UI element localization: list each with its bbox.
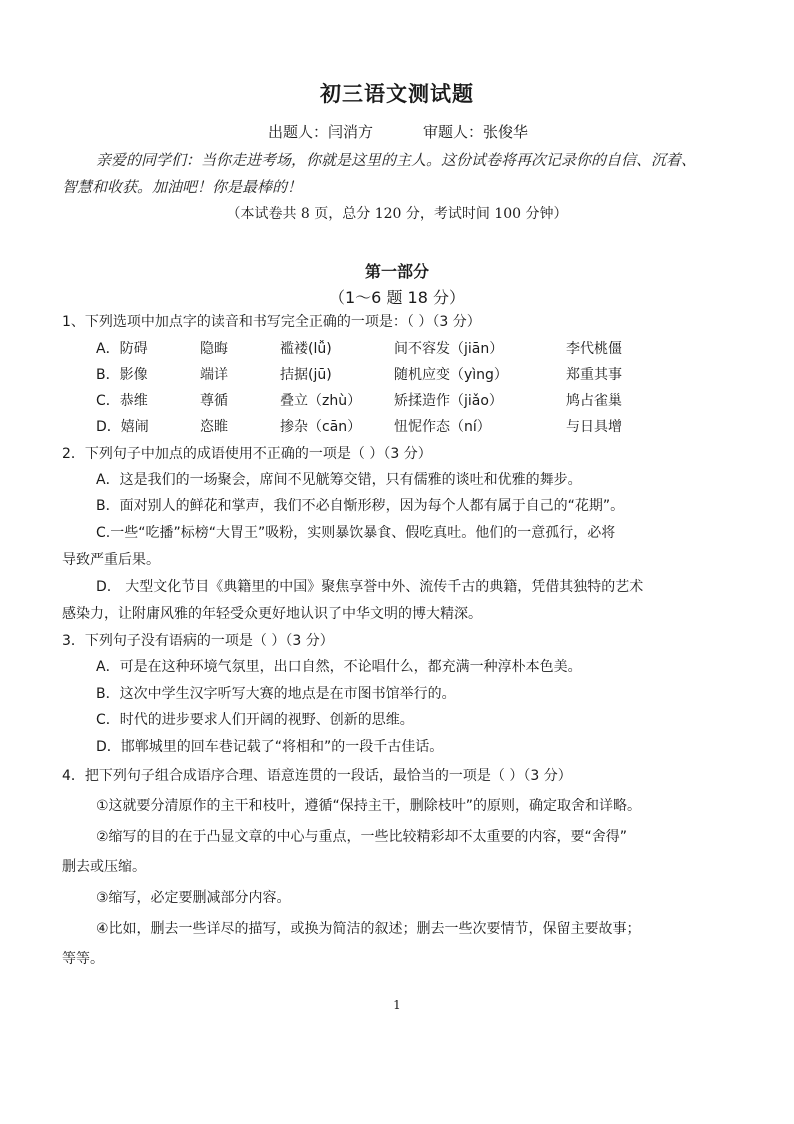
intro-line-1: 亲爱的同学们：当你走进考场，你就是这里的主人。这份试卷将再次记录你的自信、沉着、 [96,151,697,169]
option-cell: 恣睢 [200,419,228,435]
option-cell: 掺杂（cān） [280,419,362,435]
option-cell: 忸怩作态（ní） [394,419,491,435]
option-cell: 隐晦 [200,341,228,357]
question-1-option-a [96,338,736,358]
option-cell: D．嬉闹 [96,419,149,435]
part-title: 第一部分 [364,262,429,281]
option-cell: 端详 [200,367,228,383]
question-3-option-a: A．可是在这种环境气氛里，出口自然，不论唱什么，都充满一种淳朴本色美。 [96,659,582,675]
exam-title: 初三语文测试题 [320,82,474,106]
question-2-option-d: D. 大型文化节目《典籍里的中国》聚焦享誉中外、流传千古的典籍，凭借其独特的艺术 [96,579,644,595]
option-cell: 褴褛(lǚ) [280,341,332,357]
exam-info: （本试卷共 8 页，总分 120 分，考试时间 100 分钟） [226,206,568,222]
question-2-option-c-cont: 导致严重后果。 [62,552,160,568]
intro-line-2: 智慧和收获。加油吧！你是最棒的！ [62,178,303,196]
question-4-sentence-4-cont: 等等。 [62,951,104,967]
question-2-option-a: A．这是我们的一场聚会，席间不见觥筹交错，只有儒雅的谈吐和优雅的舞步。 [96,472,582,488]
question-2-option-b: B．面对别人的鲜花和掌声，我们不必自惭形秽，因为每个人都有属于自己的“花期”。 [96,498,625,514]
option-cell: B．影像 [96,367,148,383]
reviewer-name: 审题人：张俊华 [423,123,529,141]
option-cell: 间不容发（jiān） [394,341,504,357]
part-range: （1～6 题 18 分） [329,288,465,307]
question-4-sentence-2: ②缩写的目的在于凸显文章的中心与重点，一些比较精彩却不太重要的内容，要“舍得” [96,829,628,845]
question-4-sentence-1: ①这就要分清原作的主干和枝叶，遵循“保持主干，删除枝叶”的原则，确定取舍和详略。 [96,798,642,814]
question-3-option-b: B．这次中学生汉字听写大赛的地点是在市图书馆举行的。 [96,686,456,702]
question-2-stem: 2．下列句子中加点的成语使用不正确的一项是（ ）（3 分） [62,446,432,462]
question-4-sentence-4: ④比如，删去一些详尽的描写，或换为简洁的叙述；删去一些次要情节，保留主要故事； [96,921,641,937]
page-number: 1 [393,998,401,1012]
question-4-stem: 4．把下列句子组合成语序合理、语意连贯的一段话，最恰当的一项是（ ）（3 分） [62,768,572,784]
question-4-sentence-3: ③缩写，必定要删减部分内容。 [96,890,291,906]
question-3-stem: 3．下列句子没有语病的一项是（ ）（3 分） [62,633,334,649]
author-line [268,121,528,142]
option-cell: 拮据(jū) [280,367,332,383]
option-cell: 叠立（zhù） [280,393,362,409]
option-cell: C．恭维 [96,393,148,409]
question-3-option-d: D．邯郸城里的回车巷记载了“将相和”的一段千古佳话。 [96,739,444,755]
question-2-option-d-cont: 感染力，让附庸风雅的年轻受众更好地认识了中华文明的博大精深。 [62,606,482,622]
question-1-stem: 1、下列选项中加点字的读音和书写完全正确的一项是：（ ）（3 分） [62,314,481,330]
option-cell: 随机应变（yìng） [394,367,508,383]
option-cell: 矫揉造作（jiǎo） [394,393,503,409]
question-1-option-b [96,364,736,384]
option-cell: 鸠占雀巢 [566,393,622,409]
option-cell: 与日具增 [566,419,622,435]
question-1-option-d [96,416,736,436]
option-cell: 尊循 [200,393,228,409]
question-1-option-c [96,390,736,410]
option-cell: A．防碍 [96,341,148,357]
option-cell: 郑重其事 [566,367,622,383]
question-3-option-c: C．时代的进步要求人们开阔的视野、创新的思维。 [96,712,414,728]
author-name: 出题人：闫消方 [268,123,374,141]
question-2-option-c: C.一些“吃播”标榜“大胃王”吸粉，实则暴饮暴食、假吃真吐。他们的一意孤行，必将 [96,525,616,541]
question-4-sentence-2-cont: 删去或压缩。 [62,859,146,875]
option-cell: 李代桃僵 [566,341,622,357]
